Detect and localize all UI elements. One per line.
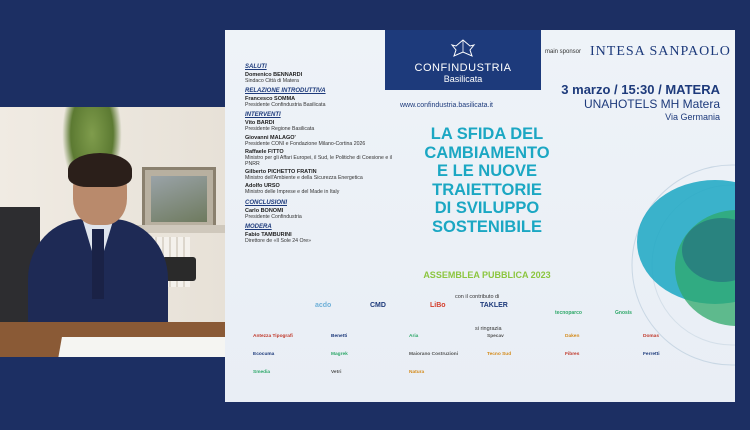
thanks-logo: Smedia (253, 370, 271, 375)
thanks-logo: Daken (565, 334, 580, 339)
speaker-name: Gilberto PICHETTO FRATIN (245, 169, 317, 176)
contributors-label: con il contributo di (455, 294, 500, 300)
program-section-title: INTERVENTI (245, 112, 281, 119)
thanks-label: si ringrazia (475, 326, 502, 332)
org-name: CONFINDUSTRIA (414, 62, 512, 74)
thanks-logo: Vetri (331, 370, 342, 375)
event-title-line: LA SFIDA DEL (430, 125, 544, 143)
thanks-logo: Domas (643, 334, 659, 339)
speaker-role: Presidente Confindustria (245, 213, 302, 220)
thanks-logo: Aria (409, 334, 419, 339)
thanks-logo: Maiorano Costruzioni (409, 352, 459, 357)
thanks-logo: Ferretti (643, 352, 660, 357)
speaker-role: Ministro dell'Ambiente e della Sicurezza Energetica (245, 175, 363, 182)
thanks-logo: Tecno Sud (487, 352, 512, 357)
event-title-line: DI SVILUPPO (434, 199, 540, 217)
thanks-logo: Benetti (331, 334, 348, 339)
event-street: Via Germania (665, 112, 720, 122)
speaker-name: Fabio TAMBURINI (245, 231, 292, 238)
program-section-title: SALUTI (245, 64, 267, 70)
thanks-logo: Magrek (331, 352, 348, 357)
speaker-role: Ministro per gli Affari Europei, il Sud, le Politiche di Coesione e il PNRR (245, 154, 392, 168)
speaker-photo (0, 107, 245, 357)
main-sponsor-label: main sponsor (545, 49, 582, 55)
sponsor-logos (315, 302, 645, 324)
speaker-name: Carlo BONOMI (245, 207, 284, 214)
thanks-logo: Natura (409, 370, 425, 375)
speaker-role: Presidente Regione Basilicata (245, 126, 315, 133)
thanks-logo: Antezza Tipografi (253, 334, 293, 339)
event-venue: UNAHOTELS MH Matera (583, 97, 720, 111)
org-url: www.confindustria.basilicata.it (400, 102, 493, 109)
thanks-logo: Specav (487, 334, 504, 339)
speaker-role: Direttore de «Il Sole 24 Ore» (245, 237, 312, 244)
speaker-name: Francesco SOMMA (245, 96, 296, 103)
event-title-line: SOSTENIBILE (431, 217, 542, 236)
event-subtitle: ASSEMBLEA PUBBLICA 2023 (423, 270, 551, 280)
event-title (403, 125, 571, 236)
sponsor-logo: LiBo (430, 302, 446, 309)
sponsor-logo: acdo (315, 302, 332, 309)
sponsor-logo: CMD (370, 302, 386, 309)
program-section-title: RELAZIONE INTRODUTTIVA (245, 88, 326, 95)
speaker-name: Adolfo URSO (245, 183, 280, 190)
program-section-title: MODERA (245, 223, 272, 230)
program-section-title: CONCLUSIONI (245, 199, 287, 206)
main-sponsor-logo: INTESA SANPAOLO (590, 44, 731, 59)
sponsor-logo: Gnosis (615, 310, 632, 316)
speaker-name: Vito BARDI (245, 120, 275, 127)
speaker-role: Presidente Confindustria Basilicata (245, 102, 326, 109)
sponsor-logo: TAKLER (480, 302, 508, 309)
speaker-name: Domenico BENNARDI (245, 72, 303, 78)
speaker-role: Ministro delle Imprese e del Made in Italy (245, 189, 340, 196)
photo-document (58, 337, 232, 357)
event-title-line: E LE NUOVE (437, 162, 537, 180)
event-poster (225, 30, 735, 402)
org-region: Basilicata (443, 74, 483, 84)
event-title-line: CAMBIAMENTO (424, 143, 550, 162)
speaker-name: Raffaele FITTO (245, 148, 284, 155)
speaker-name: Giovanni MALAGO' (245, 134, 296, 141)
speaker-role: Presidente CONI e Fondazione Milano-Cortina 2026 (245, 140, 366, 147)
thanks-logo: Ecocuma (253, 352, 275, 357)
sponsor-logo: tecnoparco (555, 310, 582, 316)
thanks-logos (253, 334, 723, 394)
thanks-logo: Fibres (565, 352, 580, 357)
confindustria-eagle-icon (450, 38, 476, 58)
event-date-time: 3 marzo / 15:30 / MATERA (561, 82, 720, 97)
program-list (245, 60, 395, 244)
org-header-box (385, 30, 541, 90)
event-title-line: TRAIETTORIE (432, 180, 542, 199)
speaker-role: Sindaco Città di Matera (245, 78, 299, 84)
